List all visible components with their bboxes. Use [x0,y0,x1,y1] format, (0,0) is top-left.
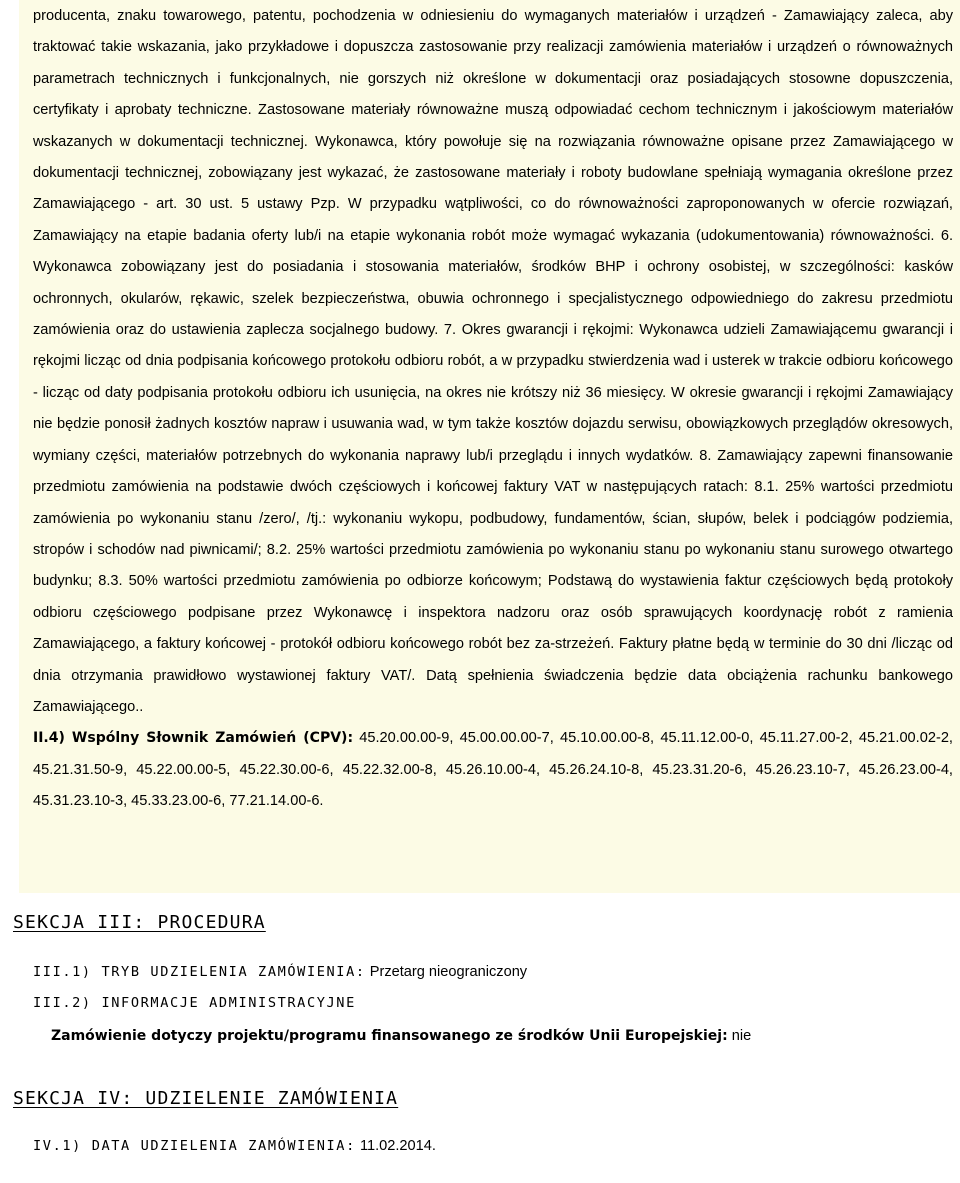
description-paragraph: producenta, znaku towarowego, patentu, pochodzenia w odniesieniu do wymaganych materiałów i urządzeń - Zamawiający zaleca, aby traktować takie wskazania, jako przykładowe i dopuszcza zastosowanie przy realizacji zamówienia materiałów i urządzeń o równoważnych parametrach technicznych i funkcjonalnych, nie gorszych niż określone w dokumentacji oraz posiadających stosowne dopuszczenia, certyfikaty i aprobaty techniczne. Zastosowane materiały równoważne muszą odpowiadać cechom technicznym i jakościowym materiałów wskazanych w dokumentacji technicznej. Wykonawca, który powołuje się na rozwiązania równoważne opisane przez Zamawiającego w dokumentacji technicznej, zobowiązany jest wykazać, że zastosowane materiały i roboty budowlane spełniają wymagania określone przez Zamawiającego - art. 30 ust. 5 ustawy Pzp. W przypadku wątpliwości, co do równoważności zaproponowanych w ofercie rozwiązań, Zamawiający na etapie badania oferty lub/i na etapie wykonania robót może wymagać wykazania (udokumentowania) równoważności. 6. Wykonawca zobowiązany jest do posiadania i stosowania materiałów, środków BHP i ochrony osobistej, w szczególności: kasków ochronnych, okularów, rękawic, szelek bezpieczeństwa, obuwia ochronnego i specjalistycznego odpowiedniego do zakresu przedmiotu zamówienia oraz do ustawienia zaplecza socjalnego budowy. 7. Okres gwarancji i rękojmi: Wykonawca udzieli Zamawiającemu gwarancji i rękojmi licząc od dnia podpisania końcowego protokołu odbioru robót, a w przypadku stwierdzenia wad i usterek w trakcie odbioru końcowego - licząc od daty podpisania protokołu odbioru ich usunięcia, na okres nie krótszy niż 36 miesięcy. W okresie gwarancji i rękojmi Zamawiający nie będzie ponosił żadnych kosztów napraw i usuwania wad, w tym także kosztów dojazdu serwisu, obowiązkowych przeglądów okresowych, wymiany części, materiałów potrzebnych do wykonania naprawy lub/i przeglądu i innych wydatków. 8. Zamawiający zapewni finansowanie przedmiotu zamówienia na podstawie dwóch częściowych i końcowej faktury VAT w następujących ratach: 8.1. 25% wartości przedmiotu zamówienia po wykonaniu stanu /zero/, /tj.: wykonaniu wykopu, podbudowy, fundamentów, ścian, słupów, belek i podciągów podziemia, stropów i schodów nad piwnicami/; 8.2. 25% wartości przedmiotu zamówienia po wykonaniu stanu po wykonaniu stanu surowego otwartego budynku; 8.3. 50% wartości przedmiotu zamówienia po odbiorze końcowym; Podstawą do wystawienia faktur częściowych będą protokoły odbioru częściowego podpisane przez Wykonawcę i inspektora nadzoru oraz osób sprawujących koordynację robót z ramienia Zamawiającego, a faktury końcowej - protokół odbioru końcowego robót bez za-strzeżeń. Faktury płatne będą w terminie do 30 dni /licząc od dnia otrzymania prawidłowo wystawionej faktury VAT/. Datą spełnienia świadczenia będzie data obciążenia rachunku bankowego Zamawiającego.. [33,8,953,715]
admin-info-label: III.2) INFORMACJE ADMINISTRACYJNE [33,995,356,1011]
eu-funding-value: nie [727,1028,752,1044]
procedure-type-label: III.1) TRYB UDZIELENIA ZAMÓWIENIA: [33,964,366,980]
eu-funding-row [51,1028,751,1044]
admin-info-heading [33,995,356,1011]
award-date-row [33,1138,436,1154]
section-4-heading: SEKCJA IV: UDZIELENIE ZAMÓWIENIA [13,1088,399,1109]
cpv-codes: 45.20.00.00-9, 45.00.00.00-7, 45.10.00.00-8, 45.11.12.00-0, 45.11.27.00-2, 45.21.00.02-2, 45.21.31.50-9, 45.22.00.00-5, 45.22.30.00-6, 45.22.32.00-8, 45.26.10.00-4, 45.26.24.10-8, 45.23.31.20-6, 45.26.23.10-7, 45.26.23.00-4, 45.31.23.10-3, 45.33.23.00-6, 77.21.14.00-6. [33,730,953,810]
procedure-type-value: Przetarg nieograniczony [365,964,528,980]
order-description [33,0,953,818]
section-3-heading: SEKCJA III: PROCEDURA [13,912,266,933]
procedure-type-row [33,964,527,980]
eu-funding-label: Zamówienie dotyczy projektu/programu finansowanego ze środków Unii Europejskiej: [51,1028,728,1044]
award-date-label: IV.1) DATA UDZIELENIA ZAMÓWIENIA: [33,1138,356,1154]
cpv-label: II.4) Wspólny Słownik Zamówień (CPV): [33,730,354,747]
cpv-row [33,723,953,817]
award-date-value: 11.02.2014. [355,1138,436,1154]
